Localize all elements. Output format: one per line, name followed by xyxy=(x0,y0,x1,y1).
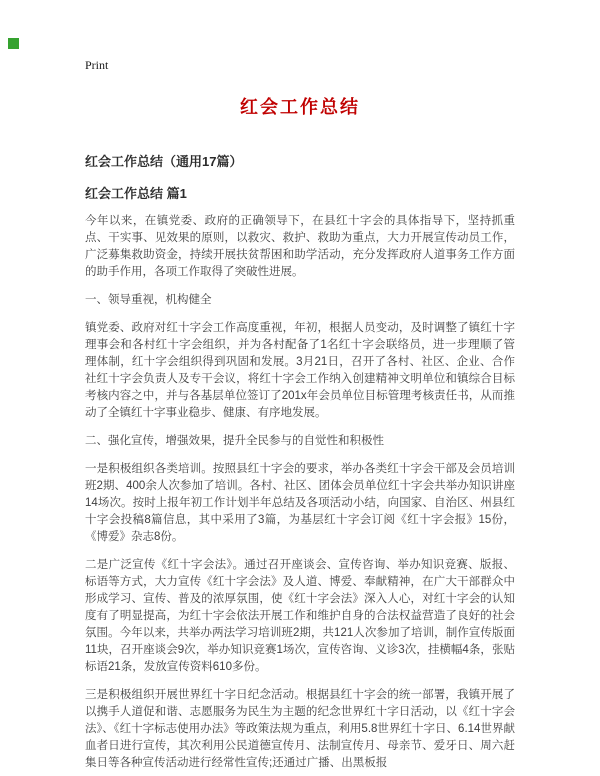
document-title: 红会工作总结 xyxy=(240,97,360,117)
paragraph-intro: 今年以来，在镇党委、政府的正确领导下，在县红十字会的具体指导下，坚持抓重点、干实事、见效果的原则，以救灾、救护、救助为重点，大力开展宣传动员工作，广泛募集救助资金，持续开展扶贫帮困和助学活动，充分发挥政府人道事务工作方面的助手作用，各项工作取得了突破性进展。 xyxy=(85,215,515,278)
paragraph-redcross-day: 三是积极组织开展世界红十字日纪念活动。根据县红十字会的统一部署，我镇开展了以携手人道促和谐、志愿服务为民生为主题的纪念世界红十字日活动，以《红十字会法》、《红十字标志使用办法》等政策法规为重点，利用5.8世界红十字日、6.14世界献血者日进行宣传，其次利用公民道德宣传月、法制宣传月、母亲节、爱牙日、周六赶集日等各种宣传活动进行经常性宣传;还通过广播、出黑板报 xyxy=(85,689,515,769)
print-button[interactable]: Print xyxy=(85,58,109,72)
section-title: 红会工作总结 篇1 xyxy=(85,186,187,201)
heading-leadership: 一、领导重视，机构健全 xyxy=(85,294,212,306)
paragraph-leadership: 镇党委、政府对红十字会工作高度重视，年初，根据人员变动，及时调整了镇红十字理事会和各村红十字会组织，并为各村配备了1名红十字会联络员，进一步理顺了管理体制，红十字会组织得到巩固和发展。3月21日，召开了各村、社区、企业、合作社红十字会负责人及专干会议，将红十字会工作纳入创建精神文明单位和镇综合目标考核内容之中，并与各基层单位签订了201x年会员单位目标管理考核责任书，从而推动了全镇红十字事业稳步、健康、有序地发展。 xyxy=(85,322,515,419)
paragraph-law-publicity: 二是广泛宣传《红十字会法》。通过召开座谈会、宣传咨询、举办知识竞赛、版报、标语等方式，大力宣传《红十字会法》及人道、博爱、奉献精神，在广大干部群众中形成学习、宣传、普及的浓厚氛围，使《红十字会法》深入人心，对红十字会的认知度有了明显提高，为红十字会依法开展工作和维护自身的合法权益营造了良好的社会氛围。今年以来，共举办两法学习培训班2期，共121人次参加了培训，制作宣传版面11块，召开座谈会9次，举办知识竞赛1场次，宣传咨询、义诊3次，挂横幅4条，张贴标语21条，发放宣传资料610多份。 xyxy=(85,559,515,673)
paragraph-training: 一是积极组织各类培训。按照县红十字会的要求，举办各类红十字会干部及会员培训班2期、400余人次参加了培训。各村、社区、团体会员单位红十字会共举办知识讲座14场次。按时上报年初工作计划半年总结及各项活动小结，向国家、自治区、州县红十字会投稿8篇信息，其中采用了3篇，为基层红十字会订阅《红十字会报》15份，《博爱》杂志8份。 xyxy=(85,463,515,543)
heading-publicity: 二、强化宣传，增强效果，提升全民参与的自觉性和积极性 xyxy=(85,435,384,447)
document-subtitle: 红会工作总结（通用17篇） xyxy=(85,154,243,169)
green-square-icon xyxy=(8,38,19,49)
